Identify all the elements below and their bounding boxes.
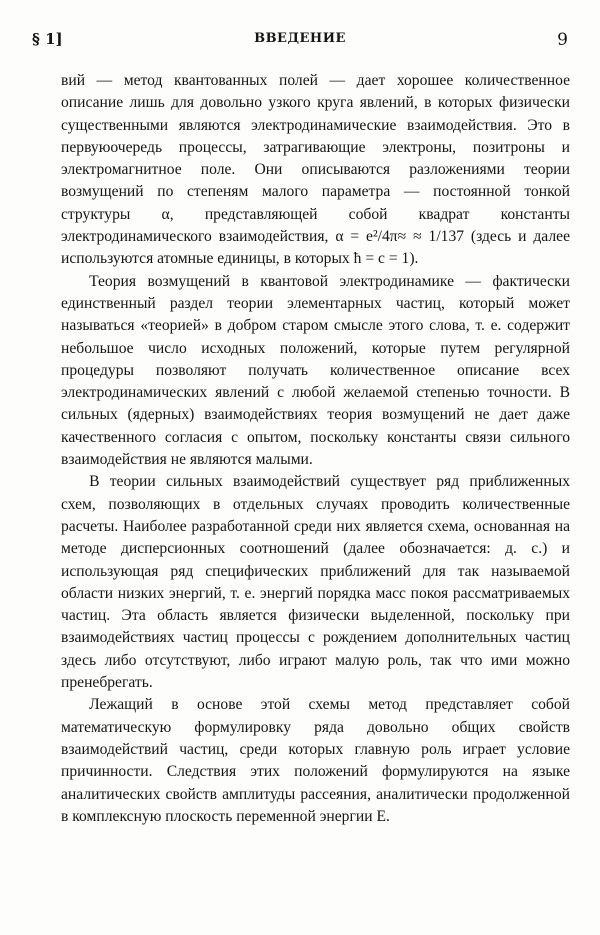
section-marker: § 1] bbox=[32, 30, 63, 48]
paragraph: Лежащий в основе этой схемы метод представляет собой математическую формулировку ряда довольно общих свойств взаимодействий частиц, среди которых главную роль играет условие причинности. Следствия этих положений формулируются на языке аналитических свойств амплитуды рассеяния, аналитически продолженной в комплексную плоскость переменной энергии E. bbox=[61, 696, 570, 825]
paragraph: Теория возмущений в квантовой электродинамике — фактически единственный раздел теории элементарных частиц, который может называться «теорией» в добром старом смысле этого слова, т. е. содержит небольшое число исходных положений, которые путем регулярной процедуры позволяют получать количественное описание всех электродинамических явлений с любой желаемой степенью точности. В сильных (ядерных) взаимодействиях теория возмущений не дает даже качественного согласия с опытом, поскольку константы связи сильного взаимодействия не являются малыми. bbox=[61, 272, 570, 469]
paragraph: В теории сильных взаимодействий существует ряд приближенных схем, позволяющих в отдельных случаях проводить количественные расчеты. Наиболее разработанной среди них является схема, основанная на методе дисперсионных соотношений (далее обозначается: д. с.) и использующая ряд специфических приближений для так называемой области низких энергий, т. е. энергий порядка масс покоя рассматриваемых частиц. Эта область является физически выделенной, поскольку при взаимодействиях частиц процессы с рождением дополнительных частиц здесь либо отсутствуют, либо играют малую роль, так что ими можно пренебрегать. bbox=[61, 473, 570, 692]
page-number: 9 bbox=[557, 30, 568, 50]
page-body bbox=[61, 70, 570, 828]
running-header bbox=[32, 30, 568, 50]
paragraph-continuation: вий — метод квантованных полей — дает хорошее количественное описание лишь для довольно узкого круга явлений, в которых физически существенными являются электродинамические взаимодействия. Это в первуюочередь процессы, затрагивающие электроны, позитроны и электромагнитное поле. Они описываются разложениями теории возмущений по степеням малого параметра — постоянной тонкой структуры α, представляющей собой квадрат константы электродинамического взаимодействия, α = e²/4π≈ ≈ 1/137 (здесь и далее используются атомные единицы, в которых ħ = c = 1). bbox=[61, 72, 570, 268]
chapter-title: ВВЕДЕНИЕ bbox=[254, 31, 346, 46]
